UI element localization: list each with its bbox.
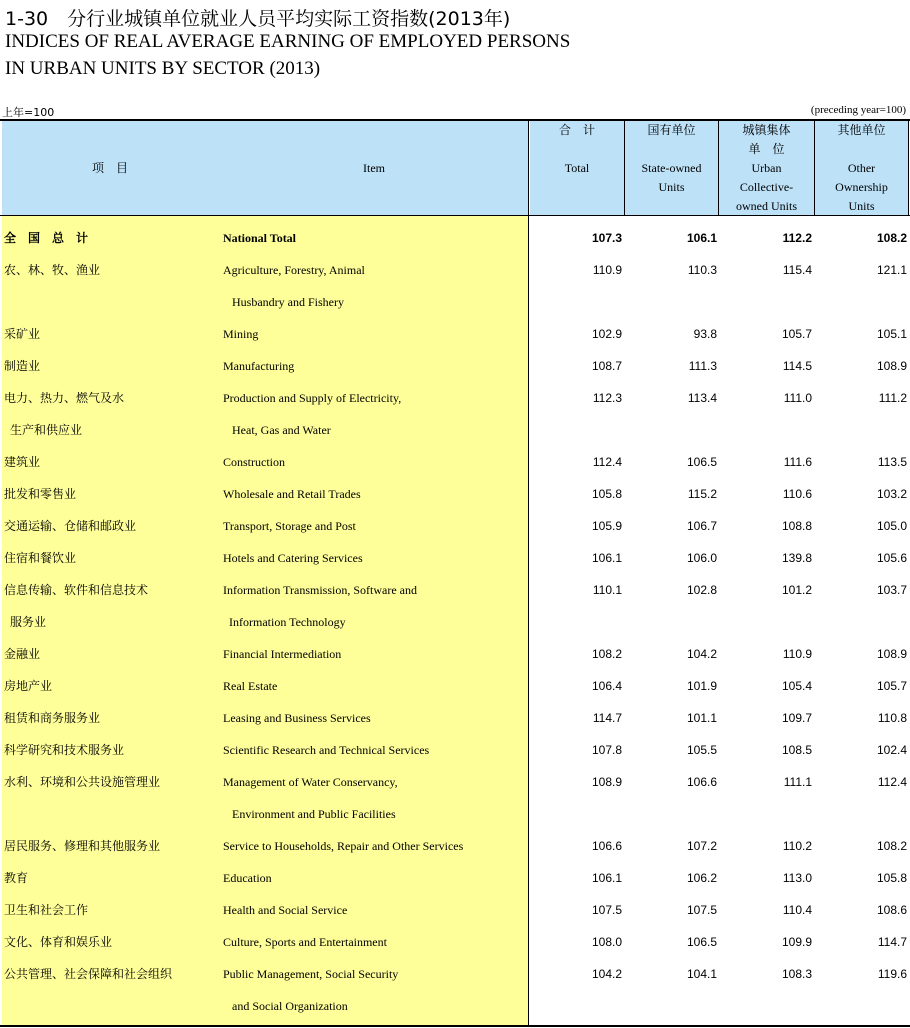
- row-item-cn: 租赁和商务服务业: [4, 711, 101, 725]
- row-value-total: 112.4: [592, 455, 622, 469]
- row-value-total: 108.0: [591, 935, 622, 949]
- header-total: [530, 121, 624, 178]
- row-item-cn: 住宿和餐饮业: [4, 551, 77, 565]
- row-item-en: Information Transmission, Software and: [223, 583, 417, 597]
- row-value-state-owned: 113.4: [687, 391, 717, 405]
- header-state-en-1: State-owned: [641, 161, 702, 175]
- row-value-other: 119.6: [877, 967, 907, 981]
- row-value-state-owned: 104.1: [686, 967, 717, 981]
- row-value-state-owned: 106.1: [686, 231, 717, 245]
- row-item-en: Wholesale and Retail Trades: [223, 487, 361, 501]
- row-item-en: Management of Water Conservancy,: [223, 775, 398, 789]
- row-value-collective: 114.5: [782, 359, 812, 373]
- row-value-state-owned: 106.5: [686, 935, 717, 949]
- row-item-cn: 科学研究和技术服务业: [4, 743, 125, 757]
- row-value-other: 111.2: [878, 391, 907, 405]
- row-value-other: 112.4: [877, 775, 907, 789]
- row-item-cn: 教育: [4, 871, 29, 885]
- row-item-cn: 建筑业: [4, 455, 41, 469]
- row-item-en: Service to Households, Repair and Other Services: [223, 839, 464, 853]
- row-value-collective: 101.2: [781, 583, 812, 597]
- row-value-total: 106.4: [591, 679, 622, 693]
- row-value-collective: 105.4: [781, 679, 812, 693]
- row-value-state-owned: 106.2: [686, 871, 717, 885]
- row-value-collective: 112.2: [782, 231, 812, 245]
- row-value-other: 108.2: [876, 839, 907, 853]
- row-value-other: 105.6: [876, 551, 907, 565]
- row-item-cn: 采矿业: [4, 327, 41, 341]
- row-value-state-owned: 106.6: [686, 775, 717, 789]
- header-other: [815, 121, 908, 216]
- row-value-state-owned: 104.2: [686, 647, 717, 661]
- row-value-state-owned: 102.8: [686, 583, 717, 597]
- header-collective-cn-2: 单 位: [748, 142, 785, 156]
- row-item-en: Production and Supply of Electricity,: [223, 391, 402, 405]
- row-value-state-owned: 107.5: [686, 903, 717, 917]
- row-value-total: 110.1: [592, 583, 622, 597]
- row-value-other: 113.5: [877, 455, 907, 469]
- row-item-en: Health and Social Service: [223, 903, 348, 917]
- row-item-en: Real Estate: [223, 679, 278, 693]
- row-value-state-owned: 107.2: [686, 839, 717, 853]
- row-value-total: 114.7: [592, 711, 622, 725]
- row-value-total: 106.1: [591, 551, 622, 565]
- row-value-other: 110.8: [877, 711, 907, 725]
- row-value-other: 108.9: [876, 359, 907, 373]
- row-item-en: Leasing and Business Services: [223, 711, 371, 725]
- row-value-other: 108.2: [876, 231, 907, 245]
- header-item-en: Item: [363, 161, 385, 175]
- header-state-owned: [625, 121, 718, 197]
- row-item-en: Mining: [223, 327, 259, 341]
- row-value-state-owned: 106.7: [686, 519, 717, 533]
- row-item-cn: 全 国 总 计: [4, 231, 89, 245]
- header-other-en-3: Units: [848, 199, 875, 213]
- row-item-cn: 批发和零售业: [4, 487, 77, 501]
- row-value-total: 107.8: [591, 743, 622, 757]
- row-value-collective: 110.6: [782, 487, 812, 501]
- row-value-other: 114.7: [877, 935, 907, 949]
- row-value-collective: 111.0: [783, 391, 812, 405]
- header-collective-en-2: Collective-: [739, 180, 794, 194]
- row-value-collective: 113.0: [782, 871, 812, 885]
- row-value-total: 106.6: [591, 839, 622, 853]
- row-value-other: 105.0: [876, 519, 907, 533]
- row-value-total: 108.2: [591, 647, 622, 661]
- row-value-collective: 111.1: [783, 775, 812, 789]
- header-state-cn: 国有单位: [647, 123, 696, 137]
- row-item-cn: 制造业: [4, 359, 41, 373]
- row-value-other: 105.8: [876, 871, 907, 885]
- header-other-cn: 其他单位: [837, 123, 886, 137]
- row-value-total: 105.9: [591, 519, 622, 533]
- row-value-collective: 105.7: [781, 327, 812, 341]
- row-value-state-owned: 115.2: [687, 487, 717, 501]
- row-item-en-continued: Information Technology: [229, 615, 346, 629]
- row-value-collective: 110.9: [782, 647, 812, 661]
- row-item-en-continued: and Social Organization: [232, 999, 348, 1013]
- unit-note-chinese: 上年=100: [2, 106, 55, 119]
- header-other-en-2: Ownership: [835, 180, 888, 194]
- row-value-state-owned: 105.5: [686, 743, 717, 757]
- row-value-total: 110.9: [592, 263, 622, 277]
- unit-note-english: (preceding year=100): [810, 104, 906, 116]
- row-value-state-owned: 101.9: [686, 679, 717, 693]
- row-item-cn: 卫生和社会工作: [4, 903, 89, 917]
- row-item-cn: 农、林、牧、渔业: [4, 263, 101, 277]
- row-item-en: Public Management, Social Security: [223, 967, 399, 981]
- row-value-total: 107.5: [591, 903, 622, 917]
- row-value-collective: 109.7: [781, 711, 812, 725]
- row-value-total: 104.2: [591, 967, 622, 981]
- row-item-cn: 公共管理、社会保障和社会组织: [4, 967, 173, 981]
- header-total-en: Total: [564, 161, 590, 175]
- row-item-en-continued: Heat, Gas and Water: [232, 423, 331, 437]
- header-other-en-1: Other: [847, 161, 876, 175]
- row-item-en: Agriculture, Forestry, Animal: [223, 263, 365, 277]
- row-item-en: Culture, Sports and Entertainment: [223, 935, 387, 949]
- row-value-total: 112.3: [592, 391, 622, 405]
- row-value-state-owned: 111.3: [688, 359, 717, 373]
- row-value-collective: 110.4: [782, 903, 812, 917]
- row-item-en: Financial Intermediation: [223, 647, 342, 661]
- row-value-collective: 111.6: [783, 455, 812, 469]
- row-value-state-owned: 93.8: [693, 327, 717, 341]
- row-value-state-owned: 110.3: [687, 263, 717, 277]
- row-value-state-owned: 101.1: [686, 711, 717, 725]
- row-item-en: Scientific Research and Technical Services: [223, 743, 430, 757]
- row-item-cn: 水利、环境和公共设施管理业: [4, 775, 161, 789]
- row-value-total: 102.9: [591, 327, 622, 341]
- row-value-total: 108.9: [591, 775, 622, 789]
- item-column-background: [2, 121, 528, 1025]
- header-collective: [719, 121, 814, 216]
- header-state-en-2: Units: [658, 180, 685, 194]
- row-value-total: 107.3: [591, 231, 622, 245]
- row-value-total: 108.7: [591, 359, 622, 373]
- row-value-other: 108.9: [876, 647, 907, 661]
- table-title-chinese: 1-30 分行业城镇单位就业人员平均实际工资指数(2013年): [5, 8, 511, 30]
- row-value-other: 121.1: [876, 263, 907, 277]
- row-item-cn-continued: 生产和供应业: [10, 423, 83, 437]
- row-value-other: 108.6: [876, 903, 907, 917]
- row-item-cn: 交通运输、仓储和邮政业: [4, 519, 137, 533]
- header-collective-en-1: Urban: [751, 161, 782, 175]
- row-item-en: Education: [223, 871, 272, 885]
- table-title-english-line2: IN URBAN UNITS BY SECTOR (2013): [5, 58, 321, 79]
- row-value-collective: 109.9: [781, 935, 812, 949]
- row-item-en: Transport, Storage and Post: [223, 519, 356, 533]
- row-value-collective: 108.8: [781, 519, 812, 533]
- row-item-cn: 房地产业: [4, 679, 53, 693]
- row-value-collective: 115.4: [782, 263, 812, 277]
- header-total-cn: 合 计: [558, 123, 595, 137]
- row-item-cn: 居民服务、修理和其他服务业: [4, 839, 161, 853]
- row-item-en: Manufacturing: [223, 359, 295, 373]
- row-value-other: 103.2: [876, 487, 907, 501]
- row-item-en: Construction: [223, 455, 285, 469]
- header-collective-cn-1: 城镇集体: [742, 123, 791, 137]
- row-item-cn: 金融业: [4, 647, 41, 661]
- row-value-total: 106.1: [591, 871, 622, 885]
- row-value-other: 105.1: [876, 327, 907, 341]
- row-value-collective: 139.8: [781, 551, 812, 565]
- item-column-divider: [528, 120, 529, 1026]
- row-value-other: 105.7: [876, 679, 907, 693]
- row-value-collective: 110.2: [782, 839, 812, 853]
- row-value-total: 105.8: [591, 487, 622, 501]
- row-item-cn: 文化、体育和娱乐业: [4, 935, 113, 949]
- row-value-collective: 108.3: [781, 967, 812, 981]
- row-item-cn: 电力、热力、燃气及水: [4, 391, 125, 405]
- row-value-other: 102.4: [876, 743, 907, 757]
- row-value-other: 103.7: [876, 583, 907, 597]
- row-item-cn: 信息传输、软件和信息技术: [4, 583, 149, 597]
- header-item-cn: 项 目: [91, 161, 128, 175]
- bottom-rule: [0, 1025, 910, 1027]
- row-item-en: National Total: [223, 231, 297, 245]
- header-collective-en-3: owned Units: [736, 199, 797, 213]
- row-item-en-continued: Environment and Public Facilities: [232, 807, 396, 821]
- row-item-en: Hotels and Catering Services: [223, 551, 363, 565]
- row-item-en-continued: Husbandry and Fishery: [232, 295, 344, 309]
- header-divider-4: [908, 120, 909, 216]
- row-item-cn-continued: 服务业: [10, 615, 47, 629]
- row-value-state-owned: 106.5: [686, 455, 717, 469]
- row-value-state-owned: 106.0: [686, 551, 717, 565]
- row-value-collective: 108.5: [781, 743, 812, 757]
- table-title-english-line1: INDICES OF REAL AVERAGE EARNING OF EMPLOYED PERSONS: [5, 31, 571, 52]
